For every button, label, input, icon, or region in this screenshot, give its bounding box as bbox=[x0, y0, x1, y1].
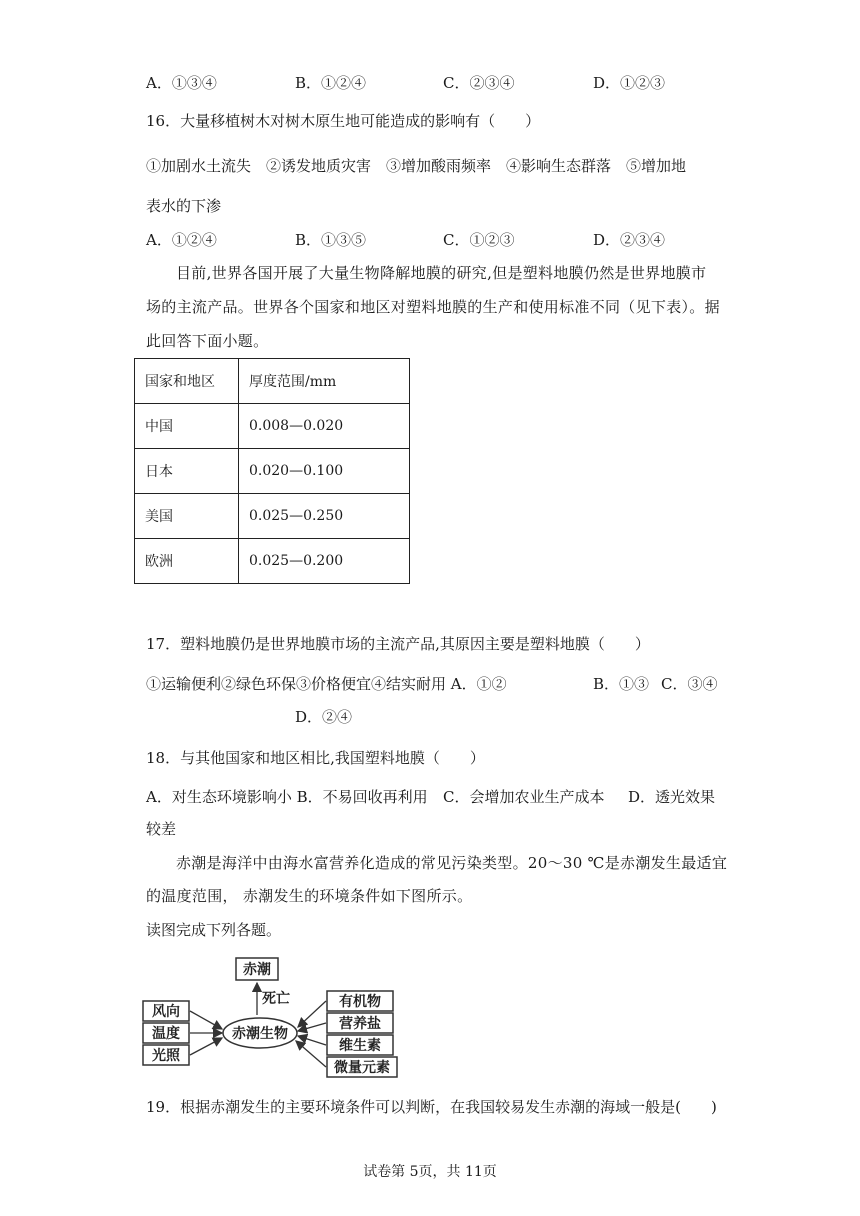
page-footer: 试卷第 5页，共 11页 bbox=[363, 1164, 497, 1180]
q16-option-b: B．①③⑤ bbox=[295, 231, 367, 249]
table-cell: 日本 bbox=[135, 449, 239, 494]
right-arrow bbox=[296, 1041, 326, 1067]
read-instruction: 读图完成下列各题。 bbox=[146, 921, 282, 939]
left-arrow bbox=[190, 1038, 222, 1055]
table-row bbox=[135, 539, 410, 584]
table-cell: 0.025—0.250 bbox=[239, 494, 410, 539]
table-row bbox=[135, 449, 410, 494]
q18-line2: 较差 bbox=[146, 820, 177, 838]
table-header-region: 国家和地区 bbox=[135, 359, 239, 404]
left-factor-label: 风向 bbox=[152, 1004, 180, 1020]
red-tide-diagram bbox=[140, 953, 400, 1078]
table-header-row bbox=[135, 359, 410, 404]
right-factor-label: 有机物 bbox=[339, 994, 381, 1010]
table-header-thickness: 厚度范围/mm bbox=[239, 359, 410, 404]
right-factor-label: 微量元素 bbox=[334, 1060, 390, 1076]
passage1-line1: 目前,世界各国开展了大量生物降解地膜的研究,但是塑料地膜仍然是世界地膜市 bbox=[176, 264, 707, 282]
right-factor-label: 营养盐 bbox=[339, 1016, 381, 1032]
q16-statements-line1: ①加剧水土流失 ②诱发地质灾害 ③增加酸雨频率 ④影响生态群落 ⑤增加地 bbox=[146, 157, 687, 175]
q16-option-c: C．①②③ bbox=[443, 231, 515, 249]
q15-option-c: C．②③④ bbox=[443, 74, 515, 92]
table-cell: 中国 bbox=[135, 404, 239, 449]
red-tide-label: 赤潮 bbox=[243, 962, 271, 978]
q18-option-d: D．透光效果 bbox=[628, 788, 716, 806]
table-row bbox=[135, 494, 410, 539]
q18-stem: 18．与其他国家和地区相比,我国塑料地膜（ ） bbox=[146, 749, 485, 767]
passage2-line2: 的温度范围， 赤潮发生的环境条件如下图所示。 bbox=[146, 887, 473, 905]
left-factor-label: 光照 bbox=[152, 1048, 180, 1064]
q17-option-c: C．③④ bbox=[661, 675, 718, 693]
right-arrow bbox=[298, 1001, 326, 1027]
table-row bbox=[135, 404, 410, 449]
right-arrow bbox=[298, 1023, 326, 1031]
right-factor-label: 维生素 bbox=[339, 1038, 381, 1054]
death-label: 死亡 bbox=[262, 991, 290, 1007]
q17-line1: ①运输便利②绿色环保③价格便宜④结实耐用 A．①② bbox=[146, 675, 507, 693]
q18-options-ab: A．对生态环境影响小 B．不易回收再利用 bbox=[146, 788, 428, 806]
q15-option-a: A．①③④ bbox=[146, 74, 217, 92]
q15-option-b: B．①②④ bbox=[295, 74, 367, 92]
passage1-line3: 此回答下面小题。 bbox=[146, 332, 269, 350]
q17-option-b: B．①③ bbox=[593, 675, 650, 693]
table-cell: 0.020—0.100 bbox=[239, 449, 410, 494]
table-cell: 0.008—0.020 bbox=[239, 404, 410, 449]
red-tide-organism-label: 赤潮生物 bbox=[232, 1026, 288, 1042]
q19-stem: 19．根据赤潮发生的主要环境条件可以判断，在我国较易发生赤潮的海域一般是( ) bbox=[146, 1098, 717, 1116]
left-factor-label: 温度 bbox=[152, 1026, 180, 1042]
table-cell: 0.025—0.200 bbox=[239, 539, 410, 584]
q18-option-c: C．会增加农业生产成本 bbox=[443, 788, 605, 806]
passage1-line2: 场的主流产品。世界各个国家和地区对塑料地膜的生产和使用标准不同（见下表）。据 bbox=[146, 298, 720, 316]
table-cell: 美国 bbox=[135, 494, 239, 539]
passage2-line1: 赤潮是海洋中由海水富营养化造成的常见污染类型。20～30 ℃是赤潮发生最适宜 bbox=[176, 854, 728, 872]
q15-option-d: D．①②③ bbox=[593, 74, 666, 92]
film-thickness-table bbox=[134, 358, 410, 584]
q16-statements-line2: 表水的下渗 bbox=[146, 197, 222, 215]
table-cell: 欧洲 bbox=[135, 539, 239, 584]
q17-stem: 17．塑料地膜仍是世界地膜市场的主流产品,其原因主要是塑料地膜（ ） bbox=[146, 635, 650, 653]
q17-option-d: D．②④ bbox=[295, 708, 353, 726]
q16-option-a: A．①②④ bbox=[146, 231, 217, 249]
q16-stem: 16．大量移植树木对树木原生地可能造成的影响有（ ） bbox=[146, 112, 541, 130]
q16-option-d: D．②③④ bbox=[593, 231, 666, 249]
right-arrow bbox=[298, 1036, 326, 1045]
left-arrow bbox=[190, 1011, 222, 1029]
